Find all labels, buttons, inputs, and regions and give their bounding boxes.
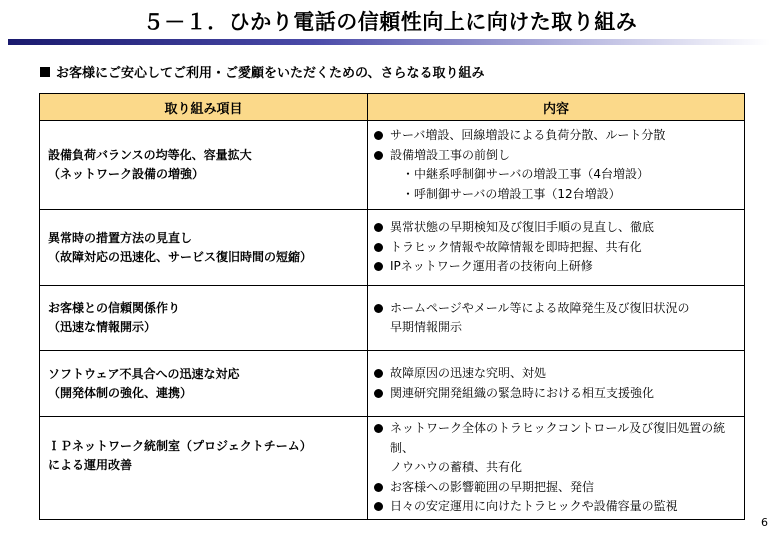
header-content: 内容 (368, 94, 745, 121)
bullet-text: ネットワーク全体のトラヒックコントロール及び復旧処置の統制、 (390, 421, 726, 455)
bullet-dot-icon (374, 151, 383, 160)
bullet-dot-icon (374, 262, 383, 271)
list-item (374, 419, 744, 478)
content-cell (368, 121, 745, 210)
item-title: 異常時の措置方法の見直し (48, 230, 193, 245)
bullet-text: 日々の安定運用に向けたトラヒックや設備容量の監視 (390, 499, 678, 513)
item-title: ソフトウェア不具合への迅速な対応 (48, 366, 240, 381)
bullet-dot-icon (374, 223, 383, 232)
bullet-dot-icon (374, 369, 383, 378)
item-note: （故障対応の迅速化、サービス復旧時間の短縮） (48, 249, 313, 264)
item-title: 設備負荷バランスの均等化、容量拡大 (48, 148, 252, 162)
table-row (40, 417, 745, 520)
list-item (374, 238, 744, 258)
list-item (374, 218, 744, 238)
bullet-dot-icon (374, 131, 383, 140)
bullet-text: 異常状態の早期検知及び復旧手順の見直し、徹底 (390, 220, 655, 235)
bullet-text: 故障原因の迅速な究明、対処 (390, 366, 547, 380)
list-item (374, 497, 744, 517)
item-cell (40, 286, 368, 351)
item-note: （開発体制の強化、連携） (48, 385, 193, 400)
page-number: 6 (761, 516, 768, 529)
content-cell (368, 210, 745, 286)
list-item (374, 126, 744, 146)
item-cell (40, 121, 368, 210)
list-item (374, 478, 744, 498)
sub-item: ・呼制御サーバの増設工事（12台増設） (402, 186, 621, 201)
subtitle-text: お客様にご安心してご利用・ご愛顧をいただくための、さらなる取り組み (56, 66, 485, 81)
item-note: （ネットワーク設備の増強） (48, 167, 205, 181)
content-cell (368, 286, 745, 351)
list-item (374, 146, 744, 166)
list-item (374, 364, 744, 384)
content-cell (368, 417, 745, 520)
sub-item: ・中継系呼制御サーバの増設工事（4台増設） (402, 167, 650, 181)
bullet-dot-icon (374, 424, 383, 433)
bullet-dot-icon (374, 304, 383, 313)
list-item (374, 257, 744, 277)
item-cell (40, 417, 368, 520)
bullet-text-continued: ノウハウの蓄積、共有化 (390, 460, 523, 474)
bullet-dot-icon (374, 389, 383, 398)
initiatives-table (39, 93, 745, 520)
table-header-row (40, 94, 745, 121)
bullet-text: サーバ増設、回線増設による負荷分散、ルート分散 (390, 128, 666, 142)
bullet-dot-icon (374, 483, 383, 492)
bullet-text: トラヒック情報や故障情報を即時把握、共有化 (390, 239, 642, 254)
item-cell (40, 351, 368, 417)
table-row (40, 286, 745, 351)
bullet-text: IPネットワーク運用者の技術向上研修 (390, 259, 593, 274)
subtitle (40, 62, 484, 81)
list-item (374, 299, 744, 338)
list-item (374, 384, 744, 404)
item-note: （迅速な情報開示） (48, 320, 157, 334)
bullet-dot-icon (374, 243, 383, 252)
bullet-text: ホームページやメール等による故障発生及び復旧状況の (390, 300, 690, 315)
table-row (40, 210, 745, 286)
content-cell (368, 351, 745, 417)
bullet-text: 関連研究開発組織の緊急時における相互支援強化 (390, 385, 655, 400)
table-row (40, 351, 745, 417)
square-bullet-icon (40, 67, 50, 77)
item-cell (40, 210, 368, 286)
bullet-text: お客様への影響範囲の早期把握、発信 (390, 479, 595, 494)
title-underline-bar (8, 39, 770, 45)
header-item: 取り組み項目 (40, 94, 368, 121)
bullet-dot-icon (374, 502, 383, 511)
table-row (40, 121, 745, 210)
page-title: ５－１．ひかり電話の信頼性向上に向けた取り組み (142, 10, 638, 34)
item-note: による運用改善 (48, 458, 133, 472)
bullet-text: 設備増設工事の前倒し (390, 147, 511, 162)
bullet-text-continued: 早期情報開示 (390, 320, 463, 334)
item-title: ＩＰネットワーク統制室（プロジェクトチーム） (48, 439, 312, 453)
item-title: お客様との信頼関係作り (48, 301, 181, 315)
